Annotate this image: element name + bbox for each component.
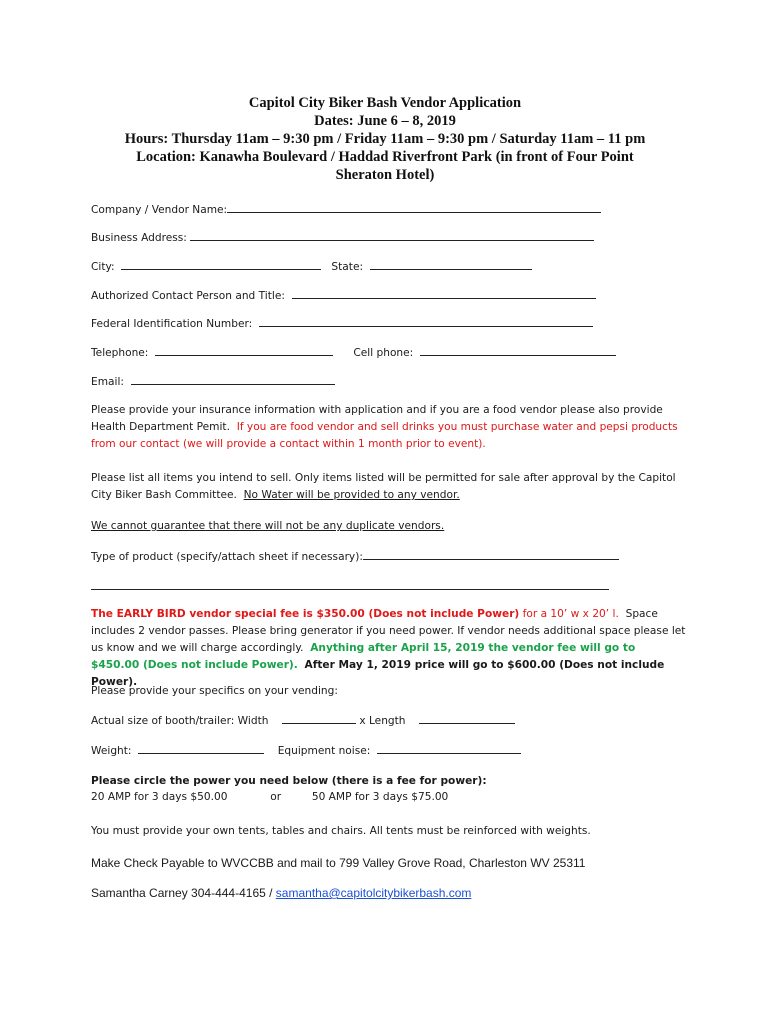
city-field[interactable] <box>121 258 321 270</box>
power-options-row <box>91 789 448 806</box>
contact-row-footer <box>91 885 471 902</box>
event-dates: Dates: June 6 – 8, 2019 <box>314 113 456 129</box>
contact-field[interactable] <box>292 287 596 299</box>
tents-notice: You must provide your own tents, tables and chairs. All tents must be reinforced with weights. <box>91 825 591 837</box>
insurance-text: Please provide your insurance information with application and if you are a food vendor please also provide Health Department Pemit. <box>91 404 663 433</box>
booth-length-field[interactable] <box>419 712 515 724</box>
telephone-label: Telephone: <box>91 347 149 359</box>
contact-row <box>91 287 596 305</box>
payment-instructions: Make Check Payable to WVCCBB and mail to 799 Valley Grove Road, Charleston WV 25311 <box>91 856 586 870</box>
phone-row <box>91 344 616 362</box>
event-location-line1: Location: Kanawha Boulevard / Haddad Riverfront Park (in front of Four Point <box>136 149 634 165</box>
weight-label: Weight: <box>91 745 132 757</box>
telephone-field[interactable] <box>155 344 333 356</box>
cell-field[interactable] <box>420 344 616 356</box>
early-bird-fee: The EARLY BIRD vendor special fee is $350.00 (Does not include Power) <box>91 608 520 620</box>
contact-email-link[interactable]: samantha@capitolcitybikerbash.com <box>275 886 472 900</box>
fed-id-field[interactable] <box>259 315 593 327</box>
insurance-paragraph <box>91 402 687 453</box>
power-heading: Please circle the power you need below (there is a fee for power): <box>91 775 487 787</box>
company-field[interactable] <box>227 201 601 213</box>
address-row <box>91 229 594 247</box>
power-option-50amp[interactable]: 50 AMP for 3 days $75.00 <box>311 791 449 803</box>
email-row <box>91 373 335 391</box>
space-details: Space includes 2 vendor passes. Please bring generator if you need power. If vendor needs additional space please let us know and we will charge accordingly. <box>91 608 686 654</box>
city-label: City: <box>91 261 115 273</box>
event-location-line2: Sheraton Hotel) <box>335 167 435 183</box>
power-option-20amp[interactable]: 20 AMP for 3 days $50.00 <box>91 791 228 803</box>
drinks-notice: If you are food vendor and sell drinks you must purchase water and pepsi products from our contact (we will provide a contact within 1 month prior to event). <box>91 421 678 450</box>
product-type-row <box>91 548 619 566</box>
city-state-row <box>91 258 532 276</box>
fees-paragraph <box>91 606 687 691</box>
duplicate-vendors-notice: We cannot guarantee that there will not be any duplicate vendors. <box>91 520 445 532</box>
fed-id-label: Federal Identification Number: <box>91 318 253 330</box>
space-dimensions: for a 10’ w x 20’ l. <box>522 608 619 620</box>
booth-row <box>91 712 515 730</box>
noise-label: Equipment noise: <box>277 745 371 757</box>
product-type-field[interactable] <box>363 548 619 560</box>
booth-length-label: x Length <box>359 715 406 727</box>
event-hours: Hours: Thursday 11am – 9:30 pm / Friday 11am – 9:30 pm / Saturday 11am – 11 pm <box>124 131 646 147</box>
email-field[interactable] <box>131 373 335 385</box>
cell-label: Cell phone: <box>353 347 414 359</box>
april-fee-notice: Anything after April 15, 2019 the vendor fee will go to $450.00 (Does not include Power). <box>91 642 636 671</box>
product-type-line2 <box>91 578 609 596</box>
specifics-heading: Please provide your specifics on your vending: <box>91 685 338 697</box>
state-label: State: <box>331 261 364 273</box>
noise-field[interactable] <box>377 742 521 754</box>
contact-label: Authorized Contact Person and Title: <box>91 290 285 302</box>
contact-name-phone: Samantha Carney 304-444-4165 / <box>91 886 273 900</box>
document-title: Capitol City Biker Bash Vendor Application <box>248 95 522 111</box>
items-paragraph <box>91 470 687 504</box>
booth-width-field[interactable] <box>282 712 356 724</box>
may-fee-notice: After May 1, 2019 price will go to $600.00 (Does not include Power). <box>91 659 665 688</box>
address-label: Business Address: <box>91 232 187 244</box>
booth-width-label: Actual size of booth/trailer: Width <box>91 715 269 727</box>
product-type-label: Type of product (specify/attach sheet if necessary): <box>91 551 363 563</box>
power-or-label: or <box>270 791 282 803</box>
weight-field[interactable] <box>138 742 264 754</box>
product-type-field-2[interactable] <box>91 578 609 590</box>
no-water-notice: No Water will be provided to any vendor. <box>243 489 460 501</box>
company-label: Company / Vendor Name: <box>91 204 228 216</box>
address-field[interactable] <box>190 229 594 241</box>
state-field[interactable] <box>370 258 532 270</box>
company-row <box>91 201 601 219</box>
weight-row <box>91 742 521 760</box>
email-label: Email: <box>91 376 124 388</box>
items-text: Please list all items you intend to sell. Only items listed will be permitted for sale after approval by the Capitol City Biker Bash Committee. <box>91 472 676 501</box>
fed-id-row <box>91 315 593 333</box>
